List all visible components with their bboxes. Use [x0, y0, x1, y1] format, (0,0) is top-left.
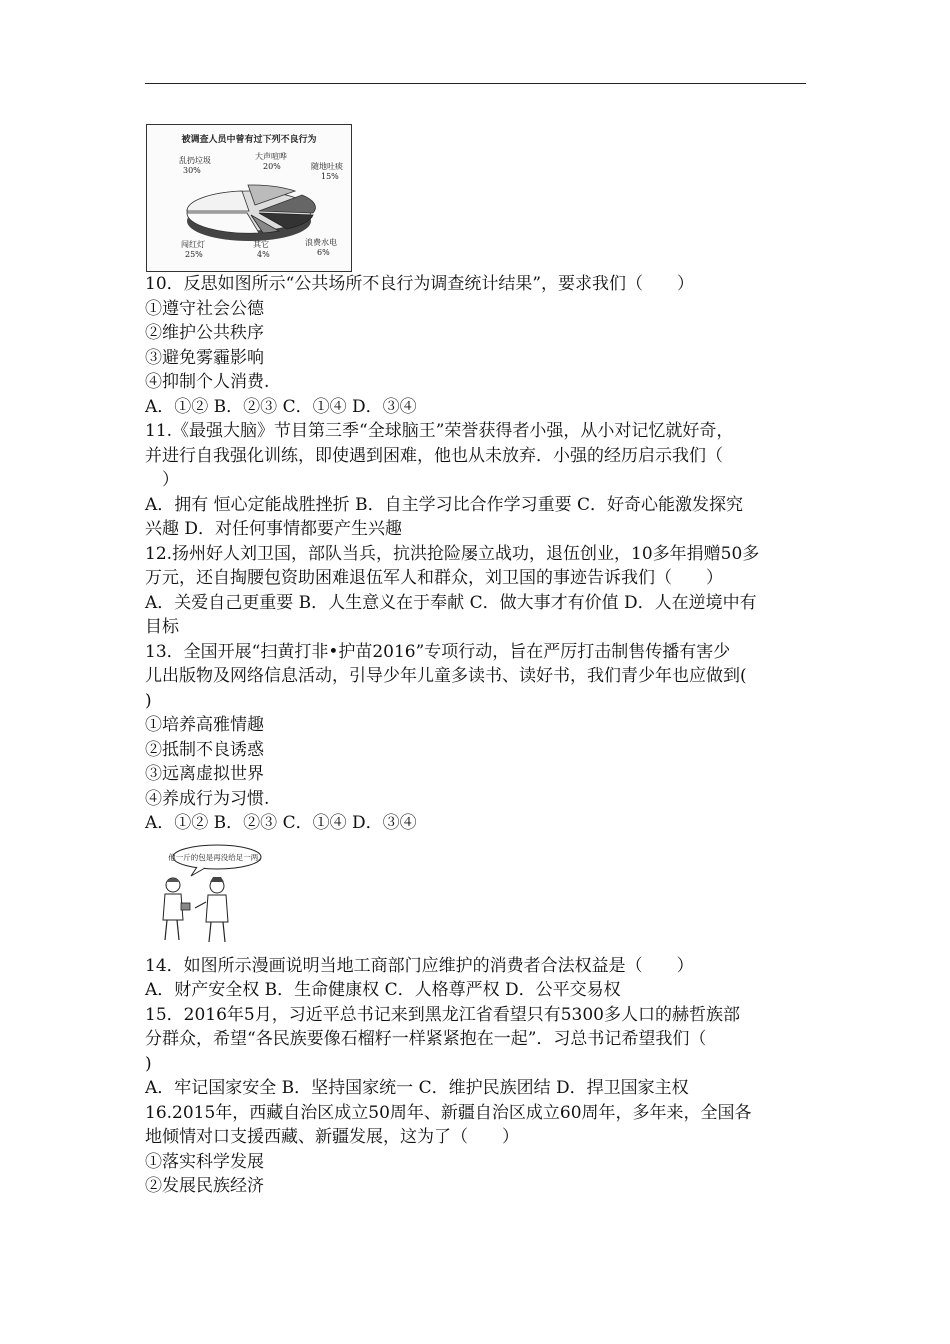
- header-rule: [145, 83, 806, 84]
- text-line: 12.扬州好人刘卫国，部队当兵，抗洪抢险屡立战功，退伍创业，10多年捐赠50多: [145, 543, 760, 564]
- text-line: ）: [145, 470, 179, 490]
- text-line: A．关爱自己更重要 B．人生意义在于奉献 C．做大事才有价值 D．人在逆境中有: [145, 592, 757, 613]
- figure-legs: [165, 920, 179, 940]
- figure-arm: [195, 902, 206, 908]
- text-line: ②抵制不良诱惑: [145, 739, 264, 760]
- text-line: 15．2016年5月，习近平总书记来到黑龙江省看望只有5300多人口的赫哲族部: [145, 1004, 740, 1025]
- text-line: ③避免雾霾影响: [145, 347, 264, 368]
- text-line: ④抑制个人消费.: [145, 372, 270, 392]
- text-line: ②发展民族经济: [145, 1176, 264, 1196]
- question-text: [145, 272, 807, 1199]
- slice-value: 6%: [317, 248, 330, 257]
- text-line: 11.《最强大脑》节目第三季“全球脑王”荣誉获得者小强，从小对记忆就好奇，: [145, 421, 734, 441]
- pie-slice-1: [187, 191, 249, 211]
- text-line: 14．如图所示漫画说明当地工商部门应维护的消费者合法权益是（ ）: [145, 955, 694, 976]
- text-line: ①落实科学发展: [145, 1151, 264, 1172]
- slice-label: 闯红灯: [181, 240, 205, 249]
- figure-cap: [210, 877, 224, 882]
- text-line: ①遵守社会公德: [145, 298, 264, 319]
- text-line: 目标: [145, 617, 179, 637]
- slice-value: 20%: [263, 162, 281, 171]
- slice-value: 25%: [185, 250, 203, 259]
- pie-chart-svg: [147, 125, 351, 271]
- text-line: A．①② B．②③ C．①④ D．③④: [145, 396, 417, 417]
- text-line: A．财产安全权 B．生命健康权 C．人格尊严权 D．公平交易权: [145, 980, 621, 1000]
- figure-body: [163, 894, 183, 920]
- slice-value: 15%: [321, 172, 339, 181]
- text-line: 分群众，希望“各民族要像石榴籽一样紧紧抱在一起”．习总书记希望我们（: [145, 1029, 707, 1049]
- text-line: ①培养高雅情趣: [145, 715, 264, 735]
- speech-text: 他一斤的包是再没给足一两。: [168, 852, 266, 862]
- text-line: ④养成行为习惯.: [145, 788, 270, 809]
- text-line: A．①② B．②③ C．①④ D．③④: [145, 813, 417, 833]
- figure-legs: [209, 922, 225, 942]
- pie-title: 被调查人员中曾有过下列不良行为: [181, 135, 317, 145]
- text-line: 兴趣 D．对任何事情都要产生兴趣: [145, 519, 403, 539]
- text-line: 10．反思如图所示“公共场所不良行为调查统计结果”，要求我们（ ）: [145, 274, 695, 294]
- text-line: 地倾情对口支援西藏、新疆发展，这为了（ ）: [145, 1127, 519, 1147]
- cartoon-svg: [147, 840, 272, 950]
- speech-tail: [191, 867, 205, 876]
- slice-label: 随地吐痰: [311, 162, 343, 171]
- figure-body: [206, 895, 228, 922]
- text-line: ③远离虚拟世界: [145, 764, 264, 784]
- slice-value: 30%: [183, 166, 201, 175]
- slice-value: 4%: [257, 250, 270, 259]
- text-line: A．牢记国家安全 B．坚持国家统一 C．维护民族团结 D．捍卫国家主权: [145, 1078, 689, 1098]
- slice-label: 大声喧哗: [255, 152, 287, 161]
- text-line: 并进行自我强化训练，即使遇到困难，他也从未放弃．小强的经历启示我们（: [145, 445, 723, 466]
- cartoon-figure: [147, 840, 272, 950]
- figure-hair: [166, 878, 180, 882]
- slice-label: 浪费水电: [305, 238, 337, 247]
- text-line: 万元，还自掏腰包资助困难退伍军人和群众，刘卫国的事迹告诉我们（ ）: [145, 568, 723, 588]
- text-line: ②维护公共秩序: [145, 323, 264, 343]
- text-line: 13．全国开展“扫黄打非•护苗2016”专项行动，旨在严厉打击制售传播有害少: [145, 641, 731, 662]
- text-line: 儿出版物及网络信息活动，引导少年儿童多读书、读好书，我们青少年也应做到(: [145, 666, 747, 686]
- text-line: ): [145, 690, 152, 711]
- pie-chart-figure: [146, 124, 352, 272]
- basket: [181, 903, 190, 910]
- slice-label: 乱扔垃圾: [179, 156, 211, 165]
- text-line: 16.2015年，西藏自治区成立50周年、新疆自治区成立60周年，多年来，全国各: [145, 1102, 752, 1123]
- text-line: ): [145, 1053, 152, 1074]
- text-line: A．拥有 恒心定能战胜挫折 B．自主学习比合作学习重要 C．好奇心能激发探究: [145, 494, 743, 515]
- slice-label: 其它: [253, 240, 269, 249]
